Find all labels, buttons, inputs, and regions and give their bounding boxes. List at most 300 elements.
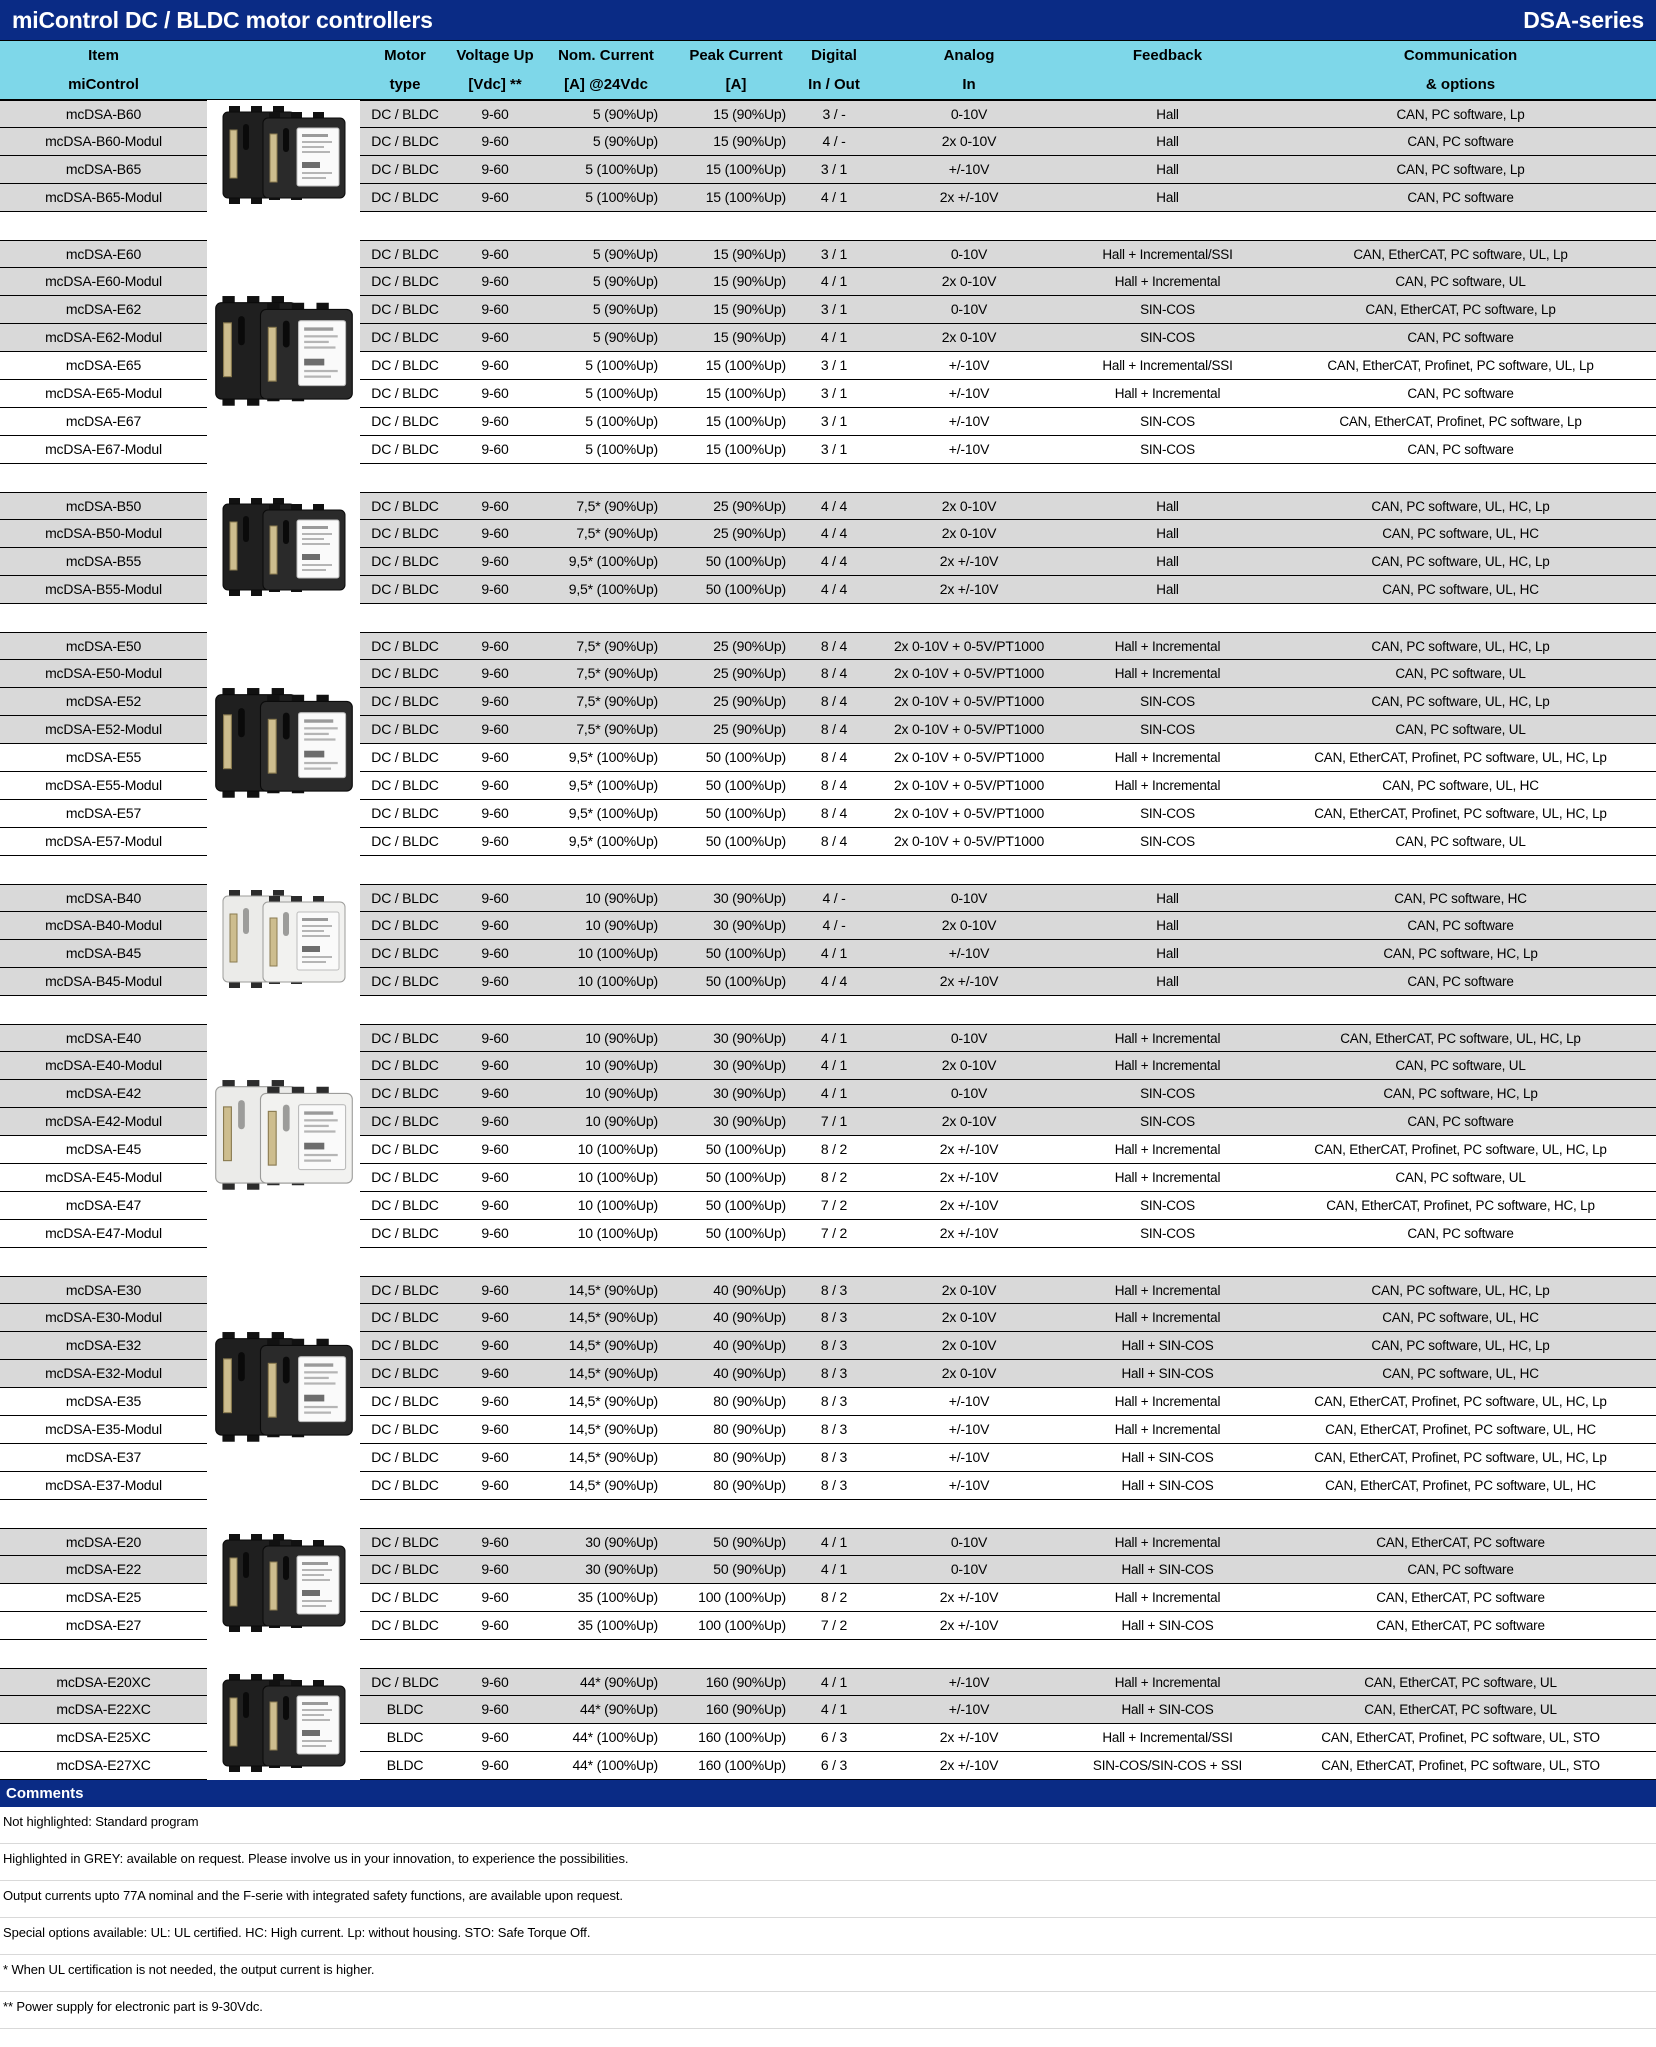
cell-item-mcDSA-B45-Modul: mcDSA-B45-Modul (0, 968, 207, 996)
comment-line: Not highlighted: Standard program (0, 1807, 1656, 1844)
cell-nom-mcDSA-E40-Modul: 10 (90%Up) (540, 1052, 672, 1080)
cell-nom-mcDSA-E47: 10 (100%Up) (540, 1192, 672, 1220)
cell-motor-mcDSA-E52-Modul: DC / BLDC (360, 716, 450, 744)
header-digital: Digital In / Out (808, 47, 860, 93)
cell-v-mcDSA-B40: 9-60 (450, 884, 540, 912)
cell-dio-mcDSA-E42: 4 / 1 (800, 1080, 868, 1108)
cell-dio-mcDSA-B50-Modul: 4 / 4 (800, 520, 868, 548)
cell-comm-mcDSA-E45: CAN, EtherCAT, Profinet, PC software, UL, HC, Lp (1265, 1136, 1656, 1164)
cell-v-mcDSA-E57-Modul: 9-60 (450, 828, 540, 856)
cell-fb-mcDSA-E67: SIN-COS (1070, 408, 1265, 436)
cell-comm-mcDSA-B40-Modul: CAN, PC software (1265, 912, 1656, 940)
cell-fb-mcDSA-B60-Modul: Hall (1070, 128, 1265, 156)
cell-item-mcDSA-B60-Modul: mcDSA-B60-Modul (0, 128, 207, 156)
cell-v-mcDSA-E55: 9-60 (450, 744, 540, 772)
cell-peak-mcDSA-E62: 15 (90%Up) (672, 296, 800, 324)
cell-item-mcDSA-B40-Modul: mcDSA-B40-Modul (0, 912, 207, 940)
cell-ain-mcDSA-E35-Modul: +/-10V (868, 1416, 1070, 1444)
cell-v-mcDSA-E40: 9-60 (450, 1024, 540, 1052)
title-bar (0, 0, 1656, 40)
cell-nom-mcDSA-E52: 7,5* (90%Up) (540, 688, 672, 716)
cell-dio-mcDSA-E57-Modul: 8 / 4 (800, 828, 868, 856)
cell-item-mcDSA-E65: mcDSA-E65 (0, 352, 207, 380)
cell-ain-mcDSA-E22: 0-10V (868, 1556, 1070, 1584)
cell-ain-mcDSA-E60: 0-10V (868, 240, 1070, 268)
cell-peak-mcDSA-E67-Modul: 15 (100%Up) (672, 436, 800, 464)
cell-nom-mcDSA-B50-Modul: 7,5* (90%Up) (540, 520, 672, 548)
cell-comm-mcDSA-E57: CAN, EtherCAT, Profinet, PC software, UL, HC, Lp (1265, 800, 1656, 828)
cell-peak-mcDSA-E37: 80 (90%Up) (672, 1444, 800, 1472)
cell-v-mcDSA-B65-Modul: 9-60 (450, 184, 540, 212)
cell-motor-mcDSA-E42: DC / BLDC (360, 1080, 450, 1108)
cell-nom-mcDSA-E65-Modul: 5 (100%Up) (540, 380, 672, 408)
cell-dio-mcDSA-E27XC: 6 / 3 (800, 1752, 868, 1780)
cell-peak-mcDSA-E57: 50 (100%Up) (672, 800, 800, 828)
cell-ain-mcDSA-E50: 2x 0-10V + 0-5V/PT1000 (868, 632, 1070, 660)
cell-nom-mcDSA-E67: 5 (100%Up) (540, 408, 672, 436)
cell-comm-mcDSA-B50: CAN, PC software, UL, HC, Lp (1265, 492, 1656, 520)
cell-motor-mcDSA-E62-Modul: DC / BLDC (360, 324, 450, 352)
cell-comm-mcDSA-E20: CAN, EtherCAT, PC software (1265, 1528, 1656, 1556)
cell-fb-mcDSA-B40-Modul: Hall (1070, 912, 1265, 940)
cell-nom-mcDSA-E60-Modul: 5 (90%Up) (540, 268, 672, 296)
cell-motor-mcDSA-B60: DC / BLDC (360, 100, 450, 128)
cell-fb-mcDSA-E22: Hall + SIN-COS (1070, 1556, 1265, 1584)
cell-nom-mcDSA-E55-Modul: 9,5* (100%Up) (540, 772, 672, 800)
cell-peak-mcDSA-E40-Modul: 30 (90%Up) (672, 1052, 800, 1080)
cell-item-mcDSA-E52: mcDSA-E52 (0, 688, 207, 716)
cell-v-mcDSA-E50-Modul: 9-60 (450, 660, 540, 688)
cell-ain-mcDSA-E37: +/-10V (868, 1444, 1070, 1472)
cell-fb-mcDSA-E35: Hall + Incremental (1070, 1388, 1265, 1416)
cell-nom-mcDSA-E42-Modul: 10 (90%Up) (540, 1108, 672, 1136)
cell-motor-mcDSA-E67: DC / BLDC (360, 408, 450, 436)
cell-motor-mcDSA-E32: DC / BLDC (360, 1332, 450, 1360)
cell-fb-mcDSA-E27: Hall + SIN-COS (1070, 1612, 1265, 1640)
cell-peak-mcDSA-B50-Modul: 25 (90%Up) (672, 520, 800, 548)
group-gap (0, 604, 1656, 632)
cell-nom-mcDSA-B45: 10 (100%Up) (540, 940, 672, 968)
cell-v-mcDSA-E62-Modul: 9-60 (450, 324, 540, 352)
cell-dio-mcDSA-E60: 3 / 1 (800, 240, 868, 268)
cell-nom-mcDSA-E50: 7,5* (90%Up) (540, 632, 672, 660)
column-header-row (0, 40, 1656, 100)
cell-comm-mcDSA-E50-Modul: CAN, PC software, UL (1265, 660, 1656, 688)
cell-comm-mcDSA-E65: CAN, EtherCAT, Profinet, PC software, UL, Lp (1265, 352, 1656, 380)
cell-v-mcDSA-E45-Modul: 9-60 (450, 1164, 540, 1192)
cell-dio-mcDSA-B45: 4 / 1 (800, 940, 868, 968)
cell-nom-mcDSA-E37-Modul: 14,5* (90%Up) (540, 1472, 672, 1500)
cell-comm-mcDSA-E45-Modul: CAN, PC software, UL (1265, 1164, 1656, 1192)
cell-item-mcDSA-E27: mcDSA-E27 (0, 1612, 207, 1640)
cell-fb-mcDSA-E45-Modul: Hall + Incremental (1070, 1164, 1265, 1192)
cell-item-mcDSA-E60: mcDSA-E60 (0, 240, 207, 268)
cell-motor-mcDSA-E20XC: DC / BLDC (360, 1668, 450, 1696)
cell-peak-mcDSA-E52-Modul: 25 (90%Up) (672, 716, 800, 744)
cell-v-mcDSA-E37: 9-60 (450, 1444, 540, 1472)
cell-motor-mcDSA-B45: DC / BLDC (360, 940, 450, 968)
header-item: Item miControl (68, 47, 139, 93)
cell-item-mcDSA-B55: mcDSA-B55 (0, 548, 207, 576)
cell-dio-mcDSA-E40: 4 / 1 (800, 1024, 868, 1052)
cell-dio-mcDSA-B50: 4 / 4 (800, 492, 868, 520)
cell-nom-mcDSA-E47-Modul: 10 (100%Up) (540, 1220, 672, 1248)
cell-fb-mcDSA-E35-Modul: Hall + Incremental (1070, 1416, 1265, 1444)
cell-motor-mcDSA-B40-Modul: DC / BLDC (360, 912, 450, 940)
cell-nom-mcDSA-E65: 5 (100%Up) (540, 352, 672, 380)
cell-dio-mcDSA-E35-Modul: 8 / 3 (800, 1416, 868, 1444)
cell-ain-mcDSA-E52: 2x 0-10V + 0-5V/PT1000 (868, 688, 1070, 716)
cell-motor-mcDSA-E40: DC / BLDC (360, 1024, 450, 1052)
cell-nom-mcDSA-E50-Modul: 7,5* (90%Up) (540, 660, 672, 688)
cell-fb-mcDSA-E57-Modul: SIN-COS (1070, 828, 1265, 856)
cell-comm-mcDSA-E27: CAN, EtherCAT, PC software (1265, 1612, 1656, 1640)
cell-peak-mcDSA-E67: 15 (100%Up) (672, 408, 800, 436)
cell-dio-mcDSA-B60-Modul: 4 / - (800, 128, 868, 156)
product-group-2 (0, 240, 1656, 464)
header-communication: Communication & options (1403, 47, 1518, 93)
cell-v-mcDSA-E67-Modul: 9-60 (450, 436, 540, 464)
cell-nom-mcDSA-B65: 5 (100%Up) (540, 156, 672, 184)
cell-ain-mcDSA-E57-Modul: 2x 0-10V + 0-5V/PT1000 (868, 828, 1070, 856)
cell-motor-mcDSA-E57: DC / BLDC (360, 800, 450, 828)
cell-motor-mcDSA-B50: DC / BLDC (360, 492, 450, 520)
cell-comm-mcDSA-B50-Modul: CAN, PC software, UL, HC (1265, 520, 1656, 548)
cell-motor-mcDSA-E40-Modul: DC / BLDC (360, 1052, 450, 1080)
cell-v-mcDSA-E22: 9-60 (450, 1556, 540, 1584)
cell-peak-mcDSA-E50: 25 (90%Up) (672, 632, 800, 660)
cell-comm-mcDSA-E62: CAN, EtherCAT, PC software, Lp (1265, 296, 1656, 324)
cell-fb-mcDSA-B40: Hall (1070, 884, 1265, 912)
cell-comm-mcDSA-E37-Modul: CAN, EtherCAT, Profinet, PC software, UL, HC (1265, 1472, 1656, 1500)
cell-peak-mcDSA-E20XC: 160 (90%Up) (672, 1668, 800, 1696)
cell-item-mcDSA-B65-Modul: mcDSA-B65-Modul (0, 184, 207, 212)
cell-comm-mcDSA-E67-Modul: CAN, PC software (1265, 436, 1656, 464)
cell-item-mcDSA-E30-Modul: mcDSA-E30-Modul (0, 1304, 207, 1332)
cell-nom-mcDSA-E40: 10 (90%Up) (540, 1024, 672, 1052)
cell-dio-mcDSA-E62: 3 / 1 (800, 296, 868, 324)
product-photo (207, 1528, 360, 1640)
cell-fb-mcDSA-E50: Hall + Incremental (1070, 632, 1265, 660)
cell-ain-mcDSA-E62: 0-10V (868, 296, 1070, 324)
product-photo (207, 240, 360, 464)
product-group-6 (0, 1024, 1656, 1248)
cell-comm-mcDSA-E55: CAN, EtherCAT, Profinet, PC software, UL, HC, Lp (1265, 744, 1656, 772)
cell-v-mcDSA-E62: 9-60 (450, 296, 540, 324)
cell-fb-mcDSA-E55: Hall + Incremental (1070, 744, 1265, 772)
cell-v-mcDSA-B45: 9-60 (450, 940, 540, 968)
cell-nom-mcDSA-B55-Modul: 9,5* (100%Up) (540, 576, 672, 604)
cell-dio-mcDSA-B45-Modul: 4 / 4 (800, 968, 868, 996)
cell-ain-mcDSA-B45: +/-10V (868, 940, 1070, 968)
cell-motor-mcDSA-E37-Modul: DC / BLDC (360, 1472, 450, 1500)
cell-item-mcDSA-E37-Modul: mcDSA-E37-Modul (0, 1472, 207, 1500)
cell-dio-mcDSA-E27: 7 / 2 (800, 1612, 868, 1640)
cell-nom-mcDSA-E27: 35 (100%Up) (540, 1612, 672, 1640)
cell-fb-mcDSA-B55-Modul: Hall (1070, 576, 1265, 604)
cell-v-mcDSA-E52-Modul: 9-60 (450, 716, 540, 744)
cell-peak-mcDSA-B50: 25 (90%Up) (672, 492, 800, 520)
group-gap (0, 1248, 1656, 1276)
cell-nom-mcDSA-B40: 10 (90%Up) (540, 884, 672, 912)
cell-dio-mcDSA-E52: 8 / 4 (800, 688, 868, 716)
cell-fb-mcDSA-B65-Modul: Hall (1070, 184, 1265, 212)
group-gap (0, 464, 1656, 492)
cell-ain-mcDSA-E50-Modul: 2x 0-10V + 0-5V/PT1000 (868, 660, 1070, 688)
cell-motor-mcDSA-E25XC: BLDC (360, 1724, 450, 1752)
cell-dio-mcDSA-E22XC: 4 / 1 (800, 1696, 868, 1724)
series-title: DSA-series (1523, 6, 1644, 33)
cell-comm-mcDSA-E37: CAN, EtherCAT, Profinet, PC software, UL, HC, Lp (1265, 1444, 1656, 1472)
cell-v-mcDSA-B50: 9-60 (450, 492, 540, 520)
cell-fb-mcDSA-B45-Modul: Hall (1070, 968, 1265, 996)
cell-dio-mcDSA-B40-Modul: 4 / - (800, 912, 868, 940)
cell-comm-mcDSA-E47: CAN, EtherCAT, Profinet, PC software, HC, Lp (1265, 1192, 1656, 1220)
cell-fb-mcDSA-B55: Hall (1070, 548, 1265, 576)
cell-fb-mcDSA-E37: Hall + SIN-COS (1070, 1444, 1265, 1472)
cell-dio-mcDSA-E62-Modul: 4 / 1 (800, 324, 868, 352)
cell-peak-mcDSA-E32-Modul: 40 (90%Up) (672, 1360, 800, 1388)
cell-motor-mcDSA-E32-Modul: DC / BLDC (360, 1360, 450, 1388)
cell-comm-mcDSA-E52: CAN, PC software, UL, HC, Lp (1265, 688, 1656, 716)
cell-nom-mcDSA-E57: 9,5* (100%Up) (540, 800, 672, 828)
cell-ain-mcDSA-B50-Modul: 2x 0-10V (868, 520, 1070, 548)
cell-item-mcDSA-E40-Modul: mcDSA-E40-Modul (0, 1052, 207, 1080)
cell-dio-mcDSA-E35: 8 / 3 (800, 1388, 868, 1416)
group-gap (0, 1500, 1656, 1528)
cell-comm-mcDSA-E20XC: CAN, EtherCAT, PC software, UL (1265, 1668, 1656, 1696)
cell-v-mcDSA-B45-Modul: 9-60 (450, 968, 540, 996)
cell-peak-mcDSA-E55: 50 (100%Up) (672, 744, 800, 772)
cell-fb-mcDSA-E42: SIN-COS (1070, 1080, 1265, 1108)
cell-peak-mcDSA-E32: 40 (90%Up) (672, 1332, 800, 1360)
cell-nom-mcDSA-E30: 14,5* (90%Up) (540, 1276, 672, 1304)
cell-nom-mcDSA-E62-Modul: 5 (90%Up) (540, 324, 672, 352)
cell-comm-mcDSA-E47-Modul: CAN, PC software (1265, 1220, 1656, 1248)
cell-ain-mcDSA-B45-Modul: 2x +/-10V (868, 968, 1070, 996)
cell-item-mcDSA-E65-Modul: mcDSA-E65-Modul (0, 380, 207, 408)
product-photo (207, 1276, 360, 1500)
cell-peak-mcDSA-B65-Modul: 15 (100%Up) (672, 184, 800, 212)
cell-dio-mcDSA-E50-Modul: 8 / 4 (800, 660, 868, 688)
cell-nom-mcDSA-B45-Modul: 10 (100%Up) (540, 968, 672, 996)
comments-lines (0, 1807, 1656, 2029)
cell-peak-mcDSA-B45-Modul: 50 (100%Up) (672, 968, 800, 996)
group-gap (0, 212, 1656, 240)
cell-motor-mcDSA-E65: DC / BLDC (360, 352, 450, 380)
header-feedback: Feedback (1132, 47, 1203, 64)
cell-item-mcDSA-E42-Modul: mcDSA-E42-Modul (0, 1108, 207, 1136)
cell-peak-mcDSA-E40: 30 (90%Up) (672, 1024, 800, 1052)
cell-item-mcDSA-E50-Modul: mcDSA-E50-Modul (0, 660, 207, 688)
cell-v-mcDSA-B65: 9-60 (450, 156, 540, 184)
cell-ain-mcDSA-E57: 2x 0-10V + 0-5V/PT1000 (868, 800, 1070, 828)
cell-dio-mcDSA-E37: 8 / 3 (800, 1444, 868, 1472)
cell-item-mcDSA-E62-Modul: mcDSA-E62-Modul (0, 324, 207, 352)
cell-ain-mcDSA-E32-Modul: 2x 0-10V (868, 1360, 1070, 1388)
cell-fb-mcDSA-B50-Modul: Hall (1070, 520, 1265, 548)
cell-item-mcDSA-E50: mcDSA-E50 (0, 632, 207, 660)
cell-comm-mcDSA-E22XC: CAN, EtherCAT, PC software, UL (1265, 1696, 1656, 1724)
cell-dio-mcDSA-E25: 8 / 2 (800, 1584, 868, 1612)
cell-v-mcDSA-E30-Modul: 9-60 (450, 1304, 540, 1332)
cell-peak-mcDSA-E60-Modul: 15 (90%Up) (672, 268, 800, 296)
comment-line: Highlighted in GREY: available on request. Please involve us in your innovation, to experience the possibilities. (0, 1844, 1656, 1881)
cell-item-mcDSA-E57: mcDSA-E57 (0, 800, 207, 828)
cell-motor-mcDSA-B40: DC / BLDC (360, 884, 450, 912)
cell-nom-mcDSA-E22: 30 (90%Up) (540, 1556, 672, 1584)
cell-ain-mcDSA-E20XC: +/-10V (868, 1668, 1070, 1696)
cell-fb-mcDSA-E55-Modul: Hall + Incremental (1070, 772, 1265, 800)
cell-item-mcDSA-E52-Modul: mcDSA-E52-Modul (0, 716, 207, 744)
cell-dio-mcDSA-B60: 3 / - (800, 100, 868, 128)
cell-v-mcDSA-E40-Modul: 9-60 (450, 1052, 540, 1080)
cell-ain-mcDSA-E52-Modul: 2x 0-10V + 0-5V/PT1000 (868, 716, 1070, 744)
cell-motor-mcDSA-E55: DC / BLDC (360, 744, 450, 772)
cell-v-mcDSA-E45: 9-60 (450, 1136, 540, 1164)
cell-dio-mcDSA-E55: 8 / 4 (800, 744, 868, 772)
cell-peak-mcDSA-E52: 25 (90%Up) (672, 688, 800, 716)
cell-peak-mcDSA-E47-Modul: 50 (100%Up) (672, 1220, 800, 1248)
cell-comm-mcDSA-E57-Modul: CAN, PC software, UL (1265, 828, 1656, 856)
cell-v-mcDSA-E47: 9-60 (450, 1192, 540, 1220)
cell-nom-mcDSA-B50: 7,5* (90%Up) (540, 492, 672, 520)
cell-dio-mcDSA-E65: 3 / 1 (800, 352, 868, 380)
cell-ain-mcDSA-B60-Modul: 2x 0-10V (868, 128, 1070, 156)
cell-peak-mcDSA-E27XC: 160 (100%Up) (672, 1752, 800, 1780)
cell-ain-mcDSA-B60: 0-10V (868, 100, 1070, 128)
cell-ain-mcDSA-E42-Modul: 2x 0-10V (868, 1108, 1070, 1136)
cell-nom-mcDSA-E52-Modul: 7,5* (90%Up) (540, 716, 672, 744)
cell-motor-mcDSA-E60: DC / BLDC (360, 240, 450, 268)
cell-v-mcDSA-E55-Modul: 9-60 (450, 772, 540, 800)
cell-v-mcDSA-E22XC: 9-60 (450, 1696, 540, 1724)
cell-motor-mcDSA-E27XC: BLDC (360, 1752, 450, 1780)
cell-motor-mcDSA-B65-Modul: DC / BLDC (360, 184, 450, 212)
cell-peak-mcDSA-E45: 50 (100%Up) (672, 1136, 800, 1164)
cell-comm-mcDSA-B65-Modul: CAN, PC software (1265, 184, 1656, 212)
cell-nom-mcDSA-E60: 5 (90%Up) (540, 240, 672, 268)
cell-peak-mcDSA-E25XC: 160 (100%Up) (672, 1724, 800, 1752)
cell-ain-mcDSA-E30: 2x 0-10V (868, 1276, 1070, 1304)
cell-v-mcDSA-E27: 9-60 (450, 1612, 540, 1640)
cell-fb-mcDSA-E47-Modul: SIN-COS (1070, 1220, 1265, 1248)
cell-peak-mcDSA-E22: 50 (90%Up) (672, 1556, 800, 1584)
cell-motor-mcDSA-E65-Modul: DC / BLDC (360, 380, 450, 408)
cell-comm-mcDSA-E60-Modul: CAN, PC software, UL (1265, 268, 1656, 296)
cell-peak-mcDSA-E45-Modul: 50 (100%Up) (672, 1164, 800, 1192)
cell-comm-mcDSA-E42-Modul: CAN, PC software (1265, 1108, 1656, 1136)
cell-peak-mcDSA-E27: 100 (100%Up) (672, 1612, 800, 1640)
cell-nom-mcDSA-E67-Modul: 5 (100%Up) (540, 436, 672, 464)
cell-nom-mcDSA-E27XC: 44* (100%Up) (540, 1752, 672, 1780)
cell-ain-mcDSA-B65: +/-10V (868, 156, 1070, 184)
cell-item-mcDSA-E45-Modul: mcDSA-E45-Modul (0, 1164, 207, 1192)
cell-peak-mcDSA-B60: 15 (90%Up) (672, 100, 800, 128)
cell-ain-mcDSA-E67: +/-10V (868, 408, 1070, 436)
cell-v-mcDSA-B50-Modul: 9-60 (450, 520, 540, 548)
cell-v-mcDSA-B60: 9-60 (450, 100, 540, 128)
cell-peak-mcDSA-E42: 30 (90%Up) (672, 1080, 800, 1108)
cell-comm-mcDSA-B55: CAN, PC software, UL, HC, Lp (1265, 548, 1656, 576)
cell-fb-mcDSA-E67-Modul: SIN-COS (1070, 436, 1265, 464)
comment-line: Special options available: UL: UL certified. HC: High current. Lp: without housing. STO: Safe Torque Off. (0, 1918, 1656, 1955)
cell-peak-mcDSA-E25: 100 (100%Up) (672, 1584, 800, 1612)
cell-v-mcDSA-E25: 9-60 (450, 1584, 540, 1612)
cell-v-mcDSA-B55-Modul: 9-60 (450, 576, 540, 604)
product-group-5 (0, 884, 1656, 996)
cell-nom-mcDSA-E42: 10 (90%Up) (540, 1080, 672, 1108)
cell-fb-mcDSA-E50-Modul: Hall + Incremental (1070, 660, 1265, 688)
cell-v-mcDSA-E67: 9-60 (450, 408, 540, 436)
cell-comm-mcDSA-E52-Modul: CAN, PC software, UL (1265, 716, 1656, 744)
cell-motor-mcDSA-B50-Modul: DC / BLDC (360, 520, 450, 548)
cell-comm-mcDSA-E32-Modul: CAN, PC software, UL, HC (1265, 1360, 1656, 1388)
cell-nom-mcDSA-E45-Modul: 10 (100%Up) (540, 1164, 672, 1192)
comments-title: Comments (6, 1785, 84, 1802)
cell-motor-mcDSA-E22: DC / BLDC (360, 1556, 450, 1584)
cell-dio-mcDSA-E50: 8 / 4 (800, 632, 868, 660)
cell-nom-mcDSA-E55: 9,5* (100%Up) (540, 744, 672, 772)
cell-comm-mcDSA-B45: CAN, PC software, HC, Lp (1265, 940, 1656, 968)
cell-dio-mcDSA-E45-Modul: 8 / 2 (800, 1164, 868, 1192)
cell-v-mcDSA-E50: 9-60 (450, 632, 540, 660)
cell-fb-mcDSA-E20XC: Hall + Incremental (1070, 1668, 1265, 1696)
product-group-1 (0, 100, 1656, 212)
cell-dio-mcDSA-E40-Modul: 4 / 1 (800, 1052, 868, 1080)
cell-dio-mcDSA-E20: 4 / 1 (800, 1528, 868, 1556)
header-voltage-up: Voltage Up [Vdc] ** (456, 47, 534, 93)
cell-fb-mcDSA-E57: SIN-COS (1070, 800, 1265, 828)
cell-item-mcDSA-E47-Modul: mcDSA-E47-Modul (0, 1220, 207, 1248)
cell-item-mcDSA-E47: mcDSA-E47 (0, 1192, 207, 1220)
cell-dio-mcDSA-E47-Modul: 7 / 2 (800, 1220, 868, 1248)
cell-motor-mcDSA-E45: DC / BLDC (360, 1136, 450, 1164)
cell-motor-mcDSA-E45-Modul: DC / BLDC (360, 1164, 450, 1192)
cell-motor-mcDSA-E47: DC / BLDC (360, 1192, 450, 1220)
cell-motor-mcDSA-B45-Modul: DC / BLDC (360, 968, 450, 996)
cell-item-mcDSA-E62: mcDSA-E62 (0, 296, 207, 324)
cell-fb-mcDSA-E62: SIN-COS (1070, 296, 1265, 324)
cell-motor-mcDSA-E50: DC / BLDC (360, 632, 450, 660)
cell-fb-mcDSA-E25XC: Hall + Incremental/SSI (1070, 1724, 1265, 1752)
cell-peak-mcDSA-E20: 50 (90%Up) (672, 1528, 800, 1556)
cell-dio-mcDSA-E32: 8 / 3 (800, 1332, 868, 1360)
cell-comm-mcDSA-E35: CAN, EtherCAT, Profinet, PC software, UL, HC, Lp (1265, 1388, 1656, 1416)
cell-fb-mcDSA-E32: Hall + SIN-COS (1070, 1332, 1265, 1360)
cell-fb-mcDSA-E40-Modul: Hall + Incremental (1070, 1052, 1265, 1080)
cell-motor-mcDSA-B55-Modul: DC / BLDC (360, 576, 450, 604)
cell-item-mcDSA-E22XC: mcDSA-E22XC (0, 1696, 207, 1724)
cell-peak-mcDSA-E57-Modul: 50 (100%Up) (672, 828, 800, 856)
cell-comm-mcDSA-B60: CAN, PC software, Lp (1265, 100, 1656, 128)
cell-item-mcDSA-B65: mcDSA-B65 (0, 156, 207, 184)
cell-v-mcDSA-E32-Modul: 9-60 (450, 1360, 540, 1388)
cell-fb-mcDSA-B60: Hall (1070, 100, 1265, 128)
cell-dio-mcDSA-B40: 4 / - (800, 884, 868, 912)
cell-v-mcDSA-E27XC: 9-60 (450, 1752, 540, 1780)
cell-fb-mcDSA-E60-Modul: Hall + Incremental (1070, 268, 1265, 296)
cell-comm-mcDSA-E30: CAN, PC software, UL, HC, Lp (1265, 1276, 1656, 1304)
cell-dio-mcDSA-B65-Modul: 4 / 1 (800, 184, 868, 212)
cell-ain-mcDSA-E55-Modul: 2x 0-10V + 0-5V/PT1000 (868, 772, 1070, 800)
group-gap (0, 996, 1656, 1024)
cell-v-mcDSA-E35: 9-60 (450, 1388, 540, 1416)
cell-peak-mcDSA-B55-Modul: 50 (100%Up) (672, 576, 800, 604)
cell-nom-mcDSA-E37: 14,5* (90%Up) (540, 1444, 672, 1472)
cell-v-mcDSA-B40-Modul: 9-60 (450, 912, 540, 940)
cell-peak-mcDSA-E30: 40 (90%Up) (672, 1276, 800, 1304)
